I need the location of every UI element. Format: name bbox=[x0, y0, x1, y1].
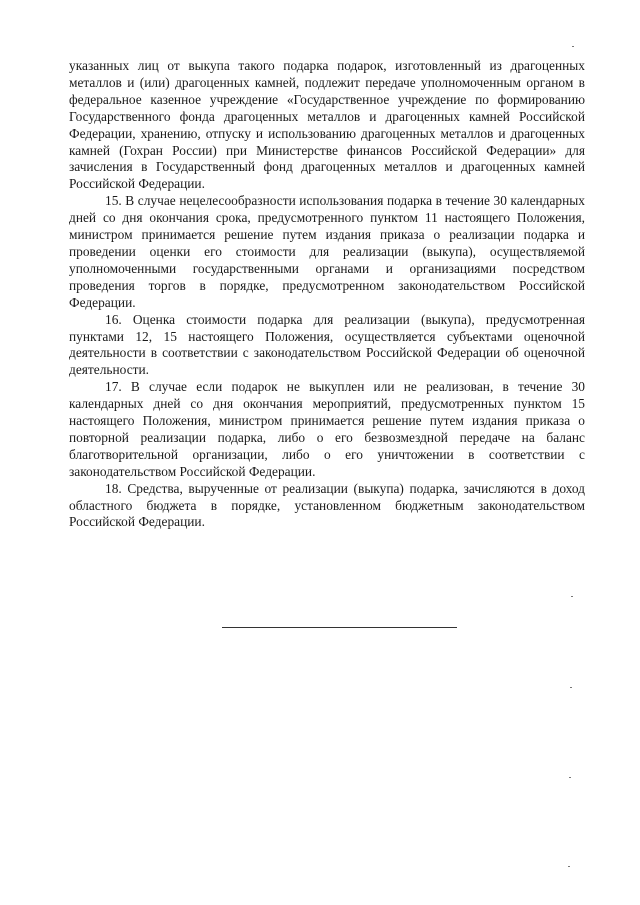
scan-speck bbox=[569, 777, 571, 778]
scan-speck bbox=[572, 46, 574, 47]
document-body bbox=[69, 58, 585, 531]
paragraph-item-18: 18. Средства, вырученные от реализации (выкупа) подарка, зачисляются в доход областного бюджета в порядке, установленном бюджетным законодательством Российской Федерации. bbox=[69, 480, 585, 530]
separator-line bbox=[222, 627, 457, 628]
scan-speck bbox=[568, 866, 570, 867]
paragraph-item-15: 15. В случае нецелесообразности использования подарка в течение 30 календарных дней со дня окончания срока, предусмотренного пунктом 11 настоящего Положения, министром принимается решение путем издания приказа о реализации подарка и проведении оценки его стоимости для реализации (выкупа), осуществляемой уполномоченными государственными органами и организациями посредством проведения торгов в порядке, предусмотренном законодательством Российской Федерации. bbox=[69, 193, 585, 310]
paragraph-item-17: 17. В случае если подарок не выкуплен или не реализован, в течение 30 календарных дней со дня окончания мероприятий, предусмотренных пунктом 15 настоящего Положения, министром принимается решение путем издания приказа о повторной реализации подарка, либо о его безвозмездной передаче на баланс благотворительной организации, либо о его уничтожении в соответствии с законодательством Российской Федерации. bbox=[69, 379, 585, 479]
paragraph-continuation: указанных лиц от выкупа такого подарка подарок, изготовленный из драгоценных металлов и (или) драгоценных камней, подлежит передаче уполномоченным органом в федеральное казенное учреждение «Государственное учреждение по формированию Государственного фонда драгоценных металлов и драгоценных камней Российской Федерации, хранению, отпуску и использованию драгоценных металлов и драгоценных камней (Гохран России) при Министерстве финансов Российской Федерации» для зачисления в Государственный фонд драгоценных металлов и драгоценных камней Российской Федерации. bbox=[69, 58, 585, 192]
scan-speck bbox=[571, 596, 573, 597]
scan-speck bbox=[570, 687, 572, 688]
paragraph-item-16: 16. Оценка стоимости подарка для реализации (выкупа), предусмотренная пунктами 12, 15 настоящего Положения, осуществляется субъектами оценочной деятельности в соответствии с законодательством Российской Федерации об оценочной деятельности. bbox=[69, 311, 585, 378]
